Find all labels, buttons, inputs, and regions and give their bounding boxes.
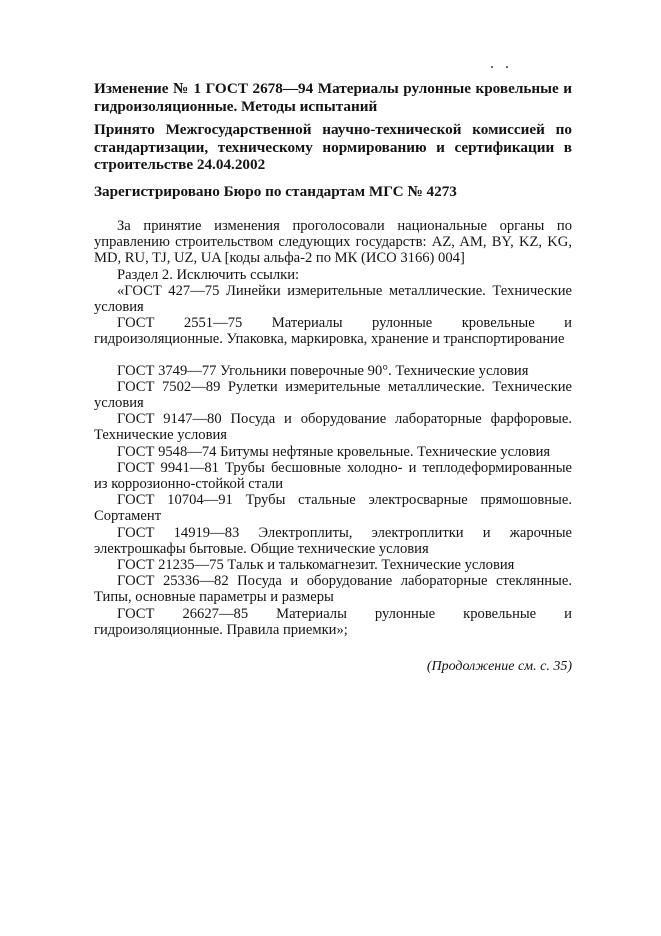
gost-reference: ГОСТ 26627—85 Материалы рулонные кровельные и гидроизоляционные. Правила приемки»; (94, 605, 572, 638)
registration-statement: Зарегистрировано Бюро по стандартам МГС № 4273 (94, 182, 457, 200)
gost-reference: ГОСТ 7502—89 Рулетки измерительные металлические. Технические условия (94, 378, 572, 412)
page-content (94, 80, 572, 675)
voting-statement: За принятие изменения проголосовали национальные органы по управлению строительством следующих государств: AZ, AM, BY, KZ, KG, MD, RU, TJ, UZ, UA [коды альфа-2 по МК (ИСО 3166) 004] (94, 218, 572, 267)
gost-reference: ГОСТ 21235—75 Тальк и талькомагнезит. Технические условия (117, 557, 515, 574)
document-body (94, 218, 572, 638)
gost-reference: ГОСТ 9147—80 Посуда и оборудование лабораторные фарфоровые. Технические условия (94, 411, 572, 444)
section-instruction: Раздел 2. Исключить ссылки: (117, 266, 300, 283)
page-title: Изменение № 1 ГОСТ 2678—94 Материалы рулонные кровельные и гидроизоляционные. Методы испытаний (94, 80, 572, 115)
document-header (94, 80, 572, 200)
adoption-statement: Принято Межгосударственной научно-технической комиссией по стандартизации, техническому нормированию и сертификации в строительстве 24.04.2002 (94, 121, 572, 173)
scan-artifact-mark: · · (490, 60, 514, 74)
gost-reference: ГОСТ 9548—74 Битумы нефтяные кровельные. Технические условия (117, 443, 551, 460)
gost-reference: ГОСТ 9941—81 Трубы бесшовные холодно- и теплодеформированные из коррозионно-стойкой стали (94, 459, 572, 493)
gost-reference: ГОСТ 14919—83 Электроплиты, электроплитки и жарочные электрошкафы бытовые. Общие технические условия (94, 524, 572, 557)
gost-reference: ГОСТ 25336—82 Посуда и оборудование лабораторные стеклянные. Типы, основные параметры и размеры (94, 573, 572, 606)
gost-reference: ГОСТ 3749—77 Угольники поверочные 90°. Технические условия (117, 362, 529, 379)
continuation-note: (Продолжение см. с. 35) (426, 659, 572, 675)
gost-reference: «ГОСТ 427—75 Линейки измерительные металлические. Технические условия (94, 282, 572, 316)
gost-reference: ГОСТ 10704—91 Трубы стальные электросварные прямошовные. Сортамент (94, 492, 572, 525)
gost-reference: ГОСТ 2551—75 Материалы рулонные кровельные и гидроизоляционные. Упаковка, маркировка, хранение и транспортирование (94, 315, 572, 348)
